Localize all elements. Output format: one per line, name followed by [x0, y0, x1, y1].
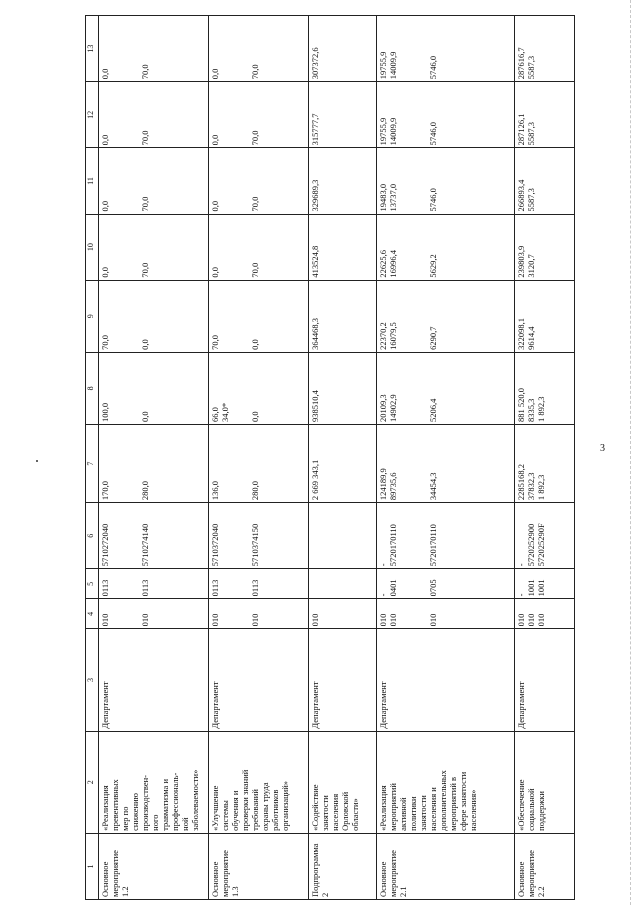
table-row [515, 16, 575, 900]
value-cell-12: 19755,9 14009,9 5746,0 [377, 82, 515, 148]
value-cell-11: 266893,4 5587,3 [515, 148, 575, 214]
column-number: 7 [86, 424, 99, 502]
column-number: 2 [86, 731, 99, 833]
measure-name-cell: «Реализация мероприятий активной политики занятости населения и дополнительных мероприятий в сфере занятости населения» [377, 731, 515, 833]
value-cell-11: 0,0 70,0 [99, 148, 209, 214]
csr-cell [309, 503, 377, 569]
grbs-cell: 010 010 010 [377, 599, 515, 629]
value-cell-7: 124189,9 89735,6 34454,3 [377, 424, 515, 502]
value-cell-13: 287616,7 5587,3 [515, 16, 575, 82]
program-cell: Подпрограмма 2 [309, 833, 377, 899]
value-cell-10: 413524,8 [309, 214, 377, 280]
value-cell-11: 19483,0 13737,0 5746,0 [377, 148, 515, 214]
measure-name-cell: «Обеспечение социальной поддержки [515, 731, 575, 833]
value-cell-8: 881 520,0 8335,3 1 892,3 [515, 352, 575, 424]
table-row [209, 16, 309, 900]
value-cell-8: 938510,4 [309, 352, 377, 424]
page-number: 3 [600, 443, 605, 454]
value-cell-13: 307372,6 [309, 16, 377, 82]
value-cell-10: 0,0 70,0 [99, 214, 209, 280]
grbs-cell: 010 010 [209, 599, 309, 629]
value-cell-9: 70,0 0,0 [99, 280, 209, 352]
grbs-cell: 010 010 [99, 599, 209, 629]
column-number: 11 [86, 148, 99, 214]
csr-cell: 5710372040 5710374150 [209, 503, 309, 569]
value-cell-10: 0,0 70,0 [209, 214, 309, 280]
value-cell-12: 315777,7 [309, 82, 377, 148]
column-number: 6 [86, 503, 99, 569]
rzpr-cell [309, 569, 377, 599]
program-cell: Основное мероприятие 1.3 [209, 833, 309, 899]
page-edge-line [630, 0, 632, 905]
column-number-row [86, 16, 99, 900]
value-cell-9: 364468,3 [309, 280, 377, 352]
rzpr-cell: - 1001 1001 [515, 569, 575, 599]
value-cell-12: 0,0 70,0 [99, 82, 209, 148]
value-cell-8: 20109,3 14902,9 5206,4 [377, 352, 515, 424]
column-number: 9 [86, 280, 99, 352]
program-cell: Основное мероприятие 2.1 [377, 833, 515, 899]
value-cell-12: 287126,1 5587,3 [515, 82, 575, 148]
value-cell-9: 22370,2 16079,5 6290,7 [377, 280, 515, 352]
department-cell: Департамент [515, 629, 575, 731]
value-cell-11: 329689,3 [309, 148, 377, 214]
budget-table [85, 15, 575, 900]
rzpr-cell: - 0401 0705 [377, 569, 515, 599]
value-cell-13: 0,0 70,0 [99, 16, 209, 82]
column-number: 12 [86, 82, 99, 148]
value-cell-8: 66,0 34,0* 0,0 [209, 352, 309, 424]
rotated-table-sheet [85, 15, 610, 900]
measure-name-cell: «Улучшение системы обучения и проверки знаний требований охраны труда работников организаций» [209, 731, 309, 833]
csr-cell: - 5720252900 572025290F [515, 503, 575, 569]
value-cell-10: 22625,6 16996,4 5629,2 [377, 214, 515, 280]
value-cell-13: 19755,9 14009,9 5746,0 [377, 16, 515, 82]
grbs-cell: 010 010 010 [515, 599, 575, 629]
measure-name-cell: «Содействие занятости населения Орловской области» [309, 731, 377, 833]
column-number: 4 [86, 599, 99, 629]
program-cell: Основное мероприятие 2.2 [515, 833, 575, 899]
value-cell-9: 70,0 0,0 [209, 280, 309, 352]
value-cell-7: 136,0 280,0 [209, 424, 309, 502]
department-cell: Департамент [309, 629, 377, 731]
column-number: 1 [86, 833, 99, 899]
csr-cell: 5710272040 5710274140 [99, 503, 209, 569]
department-cell: Департамент [99, 629, 209, 731]
value-cell-12: 0,0 70,0 [209, 82, 309, 148]
column-number: 8 [86, 352, 99, 424]
column-number: 3 [86, 629, 99, 731]
rzpr-cell: 0113 0113 [99, 569, 209, 599]
department-cell: Департамент [377, 629, 515, 731]
csr-cell: - 5720170110 5720170110 [377, 503, 515, 569]
value-cell-9: 322098,1 9614,4 [515, 280, 575, 352]
value-cell-7: 170,0 280,0 [99, 424, 209, 502]
rzpr-cell: 0113 0113 [209, 569, 309, 599]
column-number: 13 [86, 16, 99, 82]
scan-speck [36, 460, 38, 462]
value-cell-11: 0,0 70,0 [209, 148, 309, 214]
table-row [99, 16, 209, 900]
measure-name-cell: «Реализация превентивных мер по снижению производствен- ного травматизма и профессиональ- ной заболеваемости» [99, 731, 209, 833]
grbs-cell: 010 [309, 599, 377, 629]
value-cell-8: 100,0 0,0 [99, 352, 209, 424]
column-number: 10 [86, 214, 99, 280]
column-number: 5 [86, 569, 99, 599]
value-cell-13: 0,0 70,0 [209, 16, 309, 82]
value-cell-7: 2 669 343,1 [309, 424, 377, 502]
program-cell: Основное мероприятие 1.2 [99, 833, 209, 899]
department-cell: Департамент [209, 629, 309, 731]
table-row [377, 16, 515, 900]
value-cell-7: 2285168,2 37832,3 1 892,3 [515, 424, 575, 502]
table-row [309, 16, 377, 900]
value-cell-10: 239803,9 3120,7 [515, 214, 575, 280]
